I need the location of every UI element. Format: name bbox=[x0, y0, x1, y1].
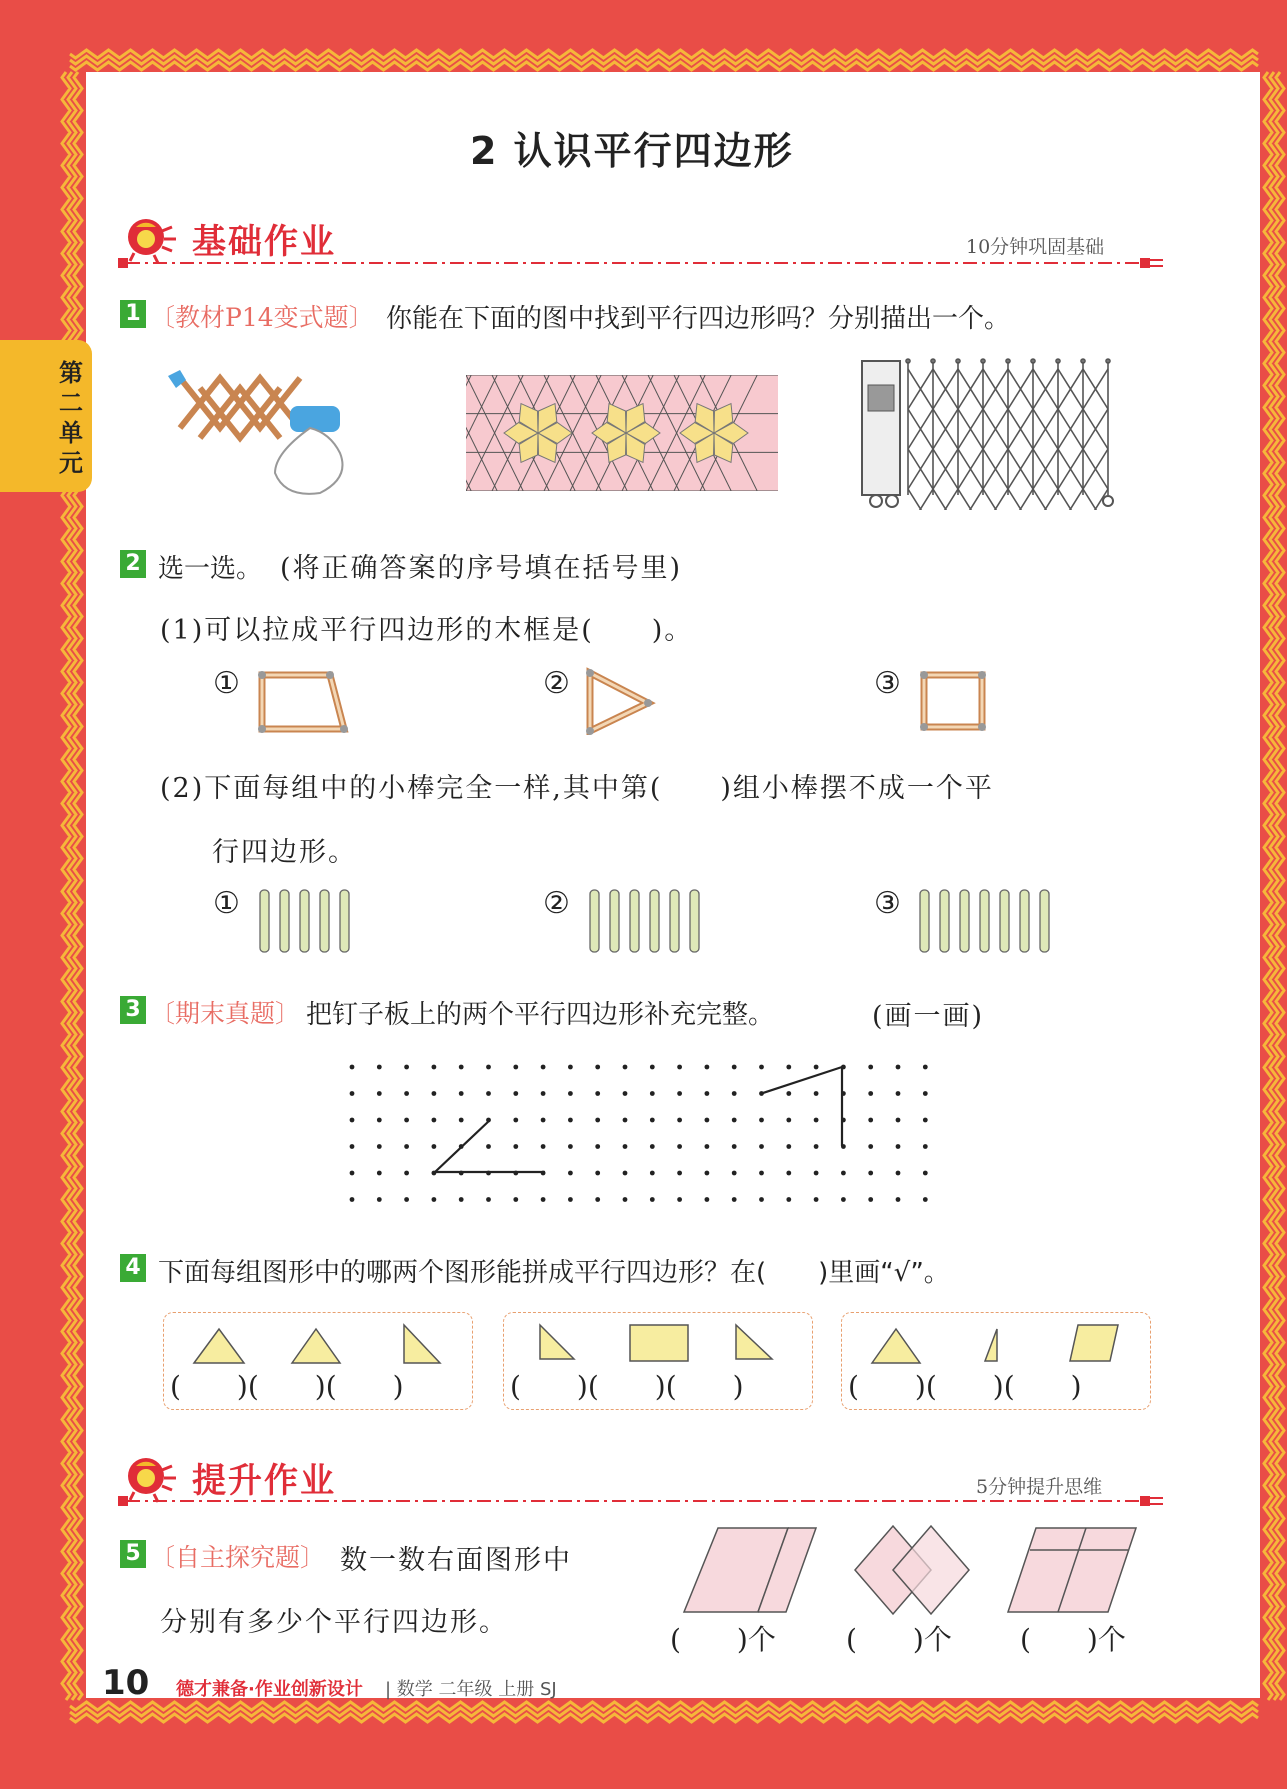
question-5-text-line1: 数一数右面图形中 bbox=[340, 1545, 572, 1576]
stick-group-label-1: ① bbox=[213, 886, 240, 921]
question-5-text-line2: 分别有多少个平行四边形。 bbox=[160, 1607, 508, 1638]
shape-group-3 bbox=[841, 1312, 1151, 1410]
option-label-3: ③ bbox=[874, 666, 901, 701]
question-3-tag: 〔期末真题〕 bbox=[150, 999, 301, 1028]
wooden-frame-square-image bbox=[914, 665, 994, 735]
section-title-basic: 基础作业 bbox=[192, 222, 336, 262]
stick-group-3-image bbox=[914, 888, 1074, 956]
question-3-hint: (画一画) bbox=[872, 1001, 985, 1032]
counting-figures bbox=[678, 1520, 1158, 1632]
question-5-tag: 〔自主探究题〕 bbox=[150, 1543, 326, 1572]
section-divider bbox=[118, 256, 1163, 270]
question-number-5: 5 bbox=[120, 1540, 146, 1568]
question-3-text: 把钉子板上的两个平行四边形补充完整。 bbox=[306, 1000, 775, 1030]
wooden-frame-triangle-image bbox=[580, 665, 660, 735]
question-2-sub2-line1: (2)下面每组中的小棒完全一样,其中第( )组小棒摆不成一个平 bbox=[160, 773, 994, 804]
question-2-sub2-line2: 行四边形。 bbox=[212, 837, 357, 868]
pegboard-grid[interactable] bbox=[340, 1052, 940, 1212]
extendable-grabber-toy-image bbox=[160, 368, 385, 498]
section-note-basic: 10分钟巩固基础 bbox=[966, 236, 1105, 258]
answer-count-1[interactable]: ( )个 bbox=[670, 1623, 776, 1656]
option-label-2: ② bbox=[543, 666, 570, 701]
shape-group-1 bbox=[163, 1312, 473, 1410]
question-2-hint: (将正确答案的序号填在括号里) bbox=[280, 553, 683, 584]
answer-parens-group-1[interactable]: ( )( )( ) bbox=[170, 1370, 404, 1403]
question-number-3: 3 bbox=[120, 996, 146, 1024]
triangle-tile-pattern-image bbox=[466, 375, 778, 491]
page-number: 10 bbox=[102, 1663, 150, 1703]
question-number-1: 1 bbox=[120, 300, 146, 328]
stick-group-label-2: ② bbox=[543, 886, 570, 921]
folding-gate-image bbox=[858, 355, 1114, 510]
footer-book-info: | 数学 二年级 上册 SJ bbox=[385, 1679, 557, 1700]
question-number-4: 4 bbox=[120, 1254, 146, 1282]
question-2-text: 选一选。 bbox=[158, 554, 263, 584]
wooden-frame-trapezoid-image bbox=[252, 665, 352, 735]
section-note-advanced: 5分钟提升思维 bbox=[976, 1476, 1103, 1498]
answer-count-3[interactable]: ( )个 bbox=[1020, 1623, 1126, 1656]
section-title-advanced: 提升作业 bbox=[192, 1461, 336, 1501]
section-divider bbox=[118, 1494, 1163, 1508]
stick-group-1-image bbox=[254, 888, 374, 956]
question-number-2: 2 bbox=[120, 550, 146, 578]
answer-count-2[interactable]: ( )个 bbox=[846, 1623, 952, 1656]
option-label-1: ① bbox=[213, 666, 240, 701]
shape-group-2 bbox=[503, 1312, 813, 1410]
answer-parens-group-2[interactable]: ( )( )( ) bbox=[510, 1370, 744, 1403]
question-2-sub1: (1)可以拉成平行四边形的木框是( )。 bbox=[160, 615, 694, 646]
question-4-text: 下面每组图形中的哪两个图形能拼成平行四边形？在( )里画“√”。 bbox=[158, 1258, 950, 1288]
stick-group-2-image bbox=[584, 888, 724, 956]
stick-group-label-3: ③ bbox=[874, 886, 901, 921]
page-title: 2 认识平行四边形 bbox=[470, 129, 794, 173]
unit-side-label: 第二单元 bbox=[59, 359, 83, 477]
footer-brand: 德才兼备·作业创新设计 bbox=[176, 1679, 363, 1700]
answer-parens-group-3[interactable]: ( )( )( ) bbox=[848, 1370, 1082, 1403]
question-1-text: 你能在下面的图中找到平行四边形吗？分别描出一个。 bbox=[386, 304, 1011, 334]
question-1-tag: 〔教材P14变式题〕 bbox=[150, 303, 374, 332]
